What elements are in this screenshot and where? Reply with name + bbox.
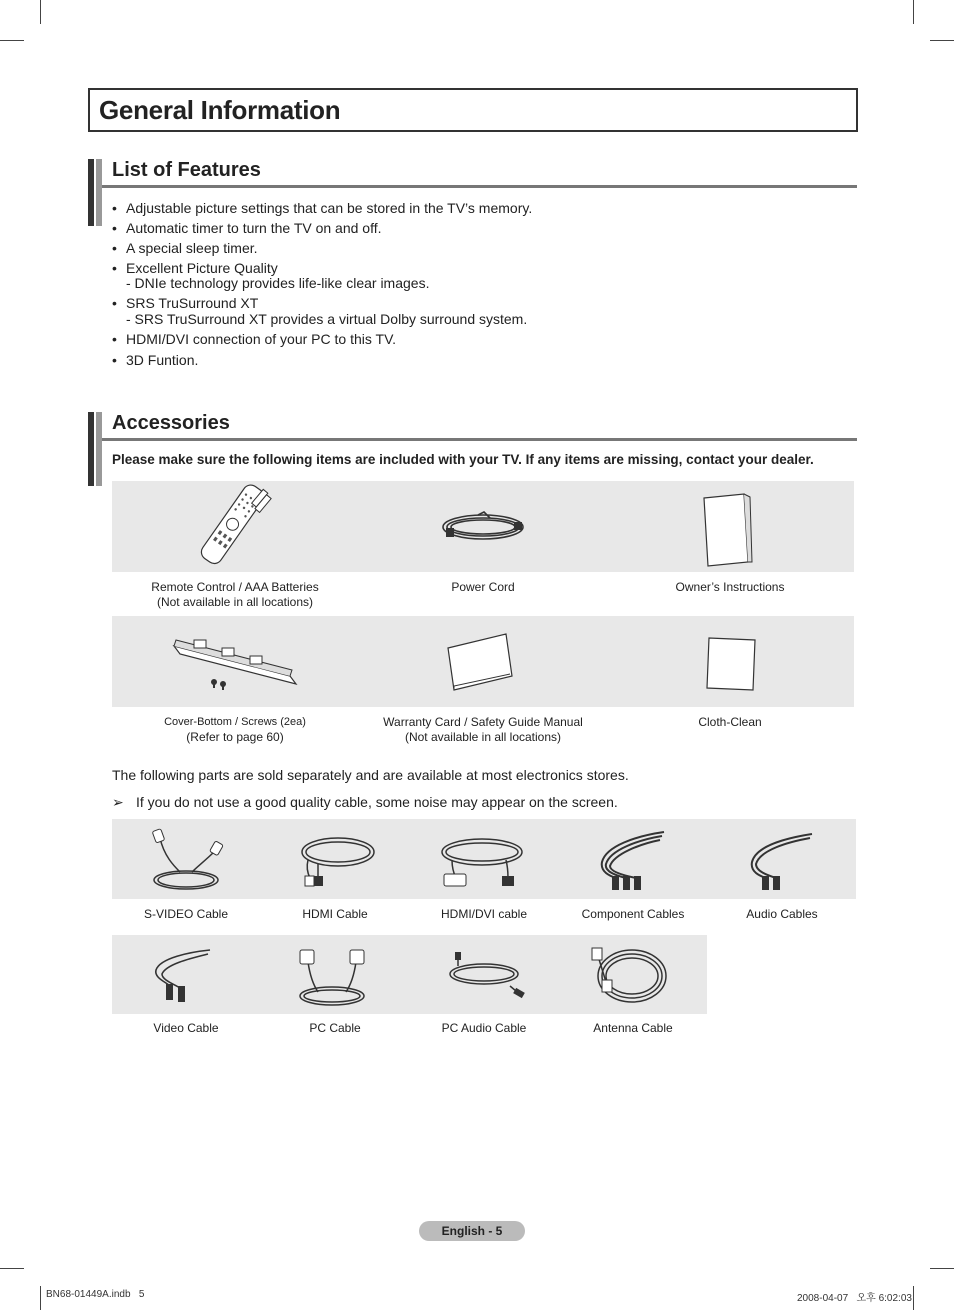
tip-arrow-icon: ➢ [112,794,124,810]
s-video-cable-icon [150,826,226,892]
tip-text: If you do not use a good quality cable, some noise may appear on the screen. [136,794,618,810]
accessory-label: Cover-Bottom / Screws (2ea) [164,716,306,728]
cable-label: Component Cables [581,907,685,921]
crop-mark [0,40,24,41]
cable-label: PC Cable [309,1021,361,1035]
features-heading: List of Features [112,159,261,181]
pc-cable-icon [296,946,370,1008]
cable-label: Audio Cables [746,907,818,921]
accessories-intro: Please make sure the following items are included with your TV. If any items are missing, contact your dealer. [112,452,814,467]
feature-text: Excellent Picture Quality [126,260,278,276]
pc-audio-cable-icon [444,952,526,1002]
accessory-label: Warranty Card / Safety Guide Manual [383,715,583,729]
cable-label: S-VIDEO Cable [143,907,229,921]
feature-text: Adjustable picture settings that can be stored in the TV’s memory. [126,200,533,216]
antenna-cable-icon [588,946,670,1006]
page-number-badge [419,1221,525,1241]
bullet: • [112,200,117,216]
feature-subtext: - DNIe technology provides life-like clear images. [126,275,430,291]
accessory-note: (Refer to page 60) [186,730,284,744]
section-rule [102,185,857,188]
remote-control-icon [195,486,285,566]
cable-label: HDMI Cable [302,907,368,921]
sold-separately-note: The following parts are sold separately and are available at most electronics stores. [112,767,629,783]
bullet: • [112,295,117,311]
section-bar [88,159,102,226]
feature-text: SRS TruSurround XT [126,295,259,311]
crop-mark [0,1268,24,1269]
feature-subtext: - SRS TruSurround XT provides a virtual Dolby surround system. [126,311,528,327]
manual-icon [702,494,752,566]
crop-mark [40,1286,41,1310]
warranty-card-icon [446,634,514,690]
accessory-note: (Not available in all locations) [156,595,314,609]
cable-label: Antenna Cable [593,1021,673,1035]
feature-text: HDMI/DVI connection of your PC to this TV. [126,331,397,347]
accessory-label: Cloth-Clean [698,715,762,729]
component-cables-icon [596,826,670,892]
print-file-name: BN68-01449A.indb 5 [46,1289,145,1300]
hdmi-cable-icon [296,830,378,888]
bullet: • [112,331,117,347]
accessory-caption [115,715,355,745]
cable-label: HDMI/DVI cable [440,907,528,921]
feature-text: A special sleep timer. [126,240,258,256]
crop-mark [40,0,41,24]
accessory-label: Remote Control / AAA Batteries [151,580,319,594]
bullet: • [112,260,117,276]
section-rule [102,438,857,441]
page-title-box [88,88,858,132]
hdmi-dvi-cable-icon [436,832,526,890]
section-bar [88,412,102,486]
accessory-caption [115,580,355,610]
video-cable-icon [150,944,216,1006]
bullet: • [112,352,117,368]
accessory-label: Power Cord [451,580,515,594]
crop-mark [913,1286,914,1310]
bullet: • [112,220,117,236]
print-timestamp: 2008-04-07 오후 6:02:03 [797,1293,912,1304]
accessory-caption [610,580,850,595]
power-cord-icon [440,510,526,544]
accessory-caption [363,580,603,595]
page-number: English - 5 [441,1224,503,1238]
page-title: General Information [99,95,341,125]
accessories-heading: Accessories [112,412,230,434]
feature-text: Automatic timer to turn the TV on and off. [126,220,382,236]
bullet: • [112,240,117,256]
accessory-label: Owner’s Instructions [675,580,785,594]
cable-label: Video Cable [153,1021,219,1035]
accessory-caption [363,715,603,745]
crop-mark [930,40,954,41]
accessory-note: (Not available in all locations) [404,730,562,744]
audio-cables-icon [746,828,818,892]
cover-bottom-icon [170,632,300,692]
cloth-icon [705,636,757,692]
crop-mark [930,1268,954,1269]
feature-text: 3D Funtion. [126,352,199,368]
cable-label: PC Audio Cable [441,1021,527,1035]
accessory-caption [610,715,850,730]
crop-mark [913,0,914,24]
